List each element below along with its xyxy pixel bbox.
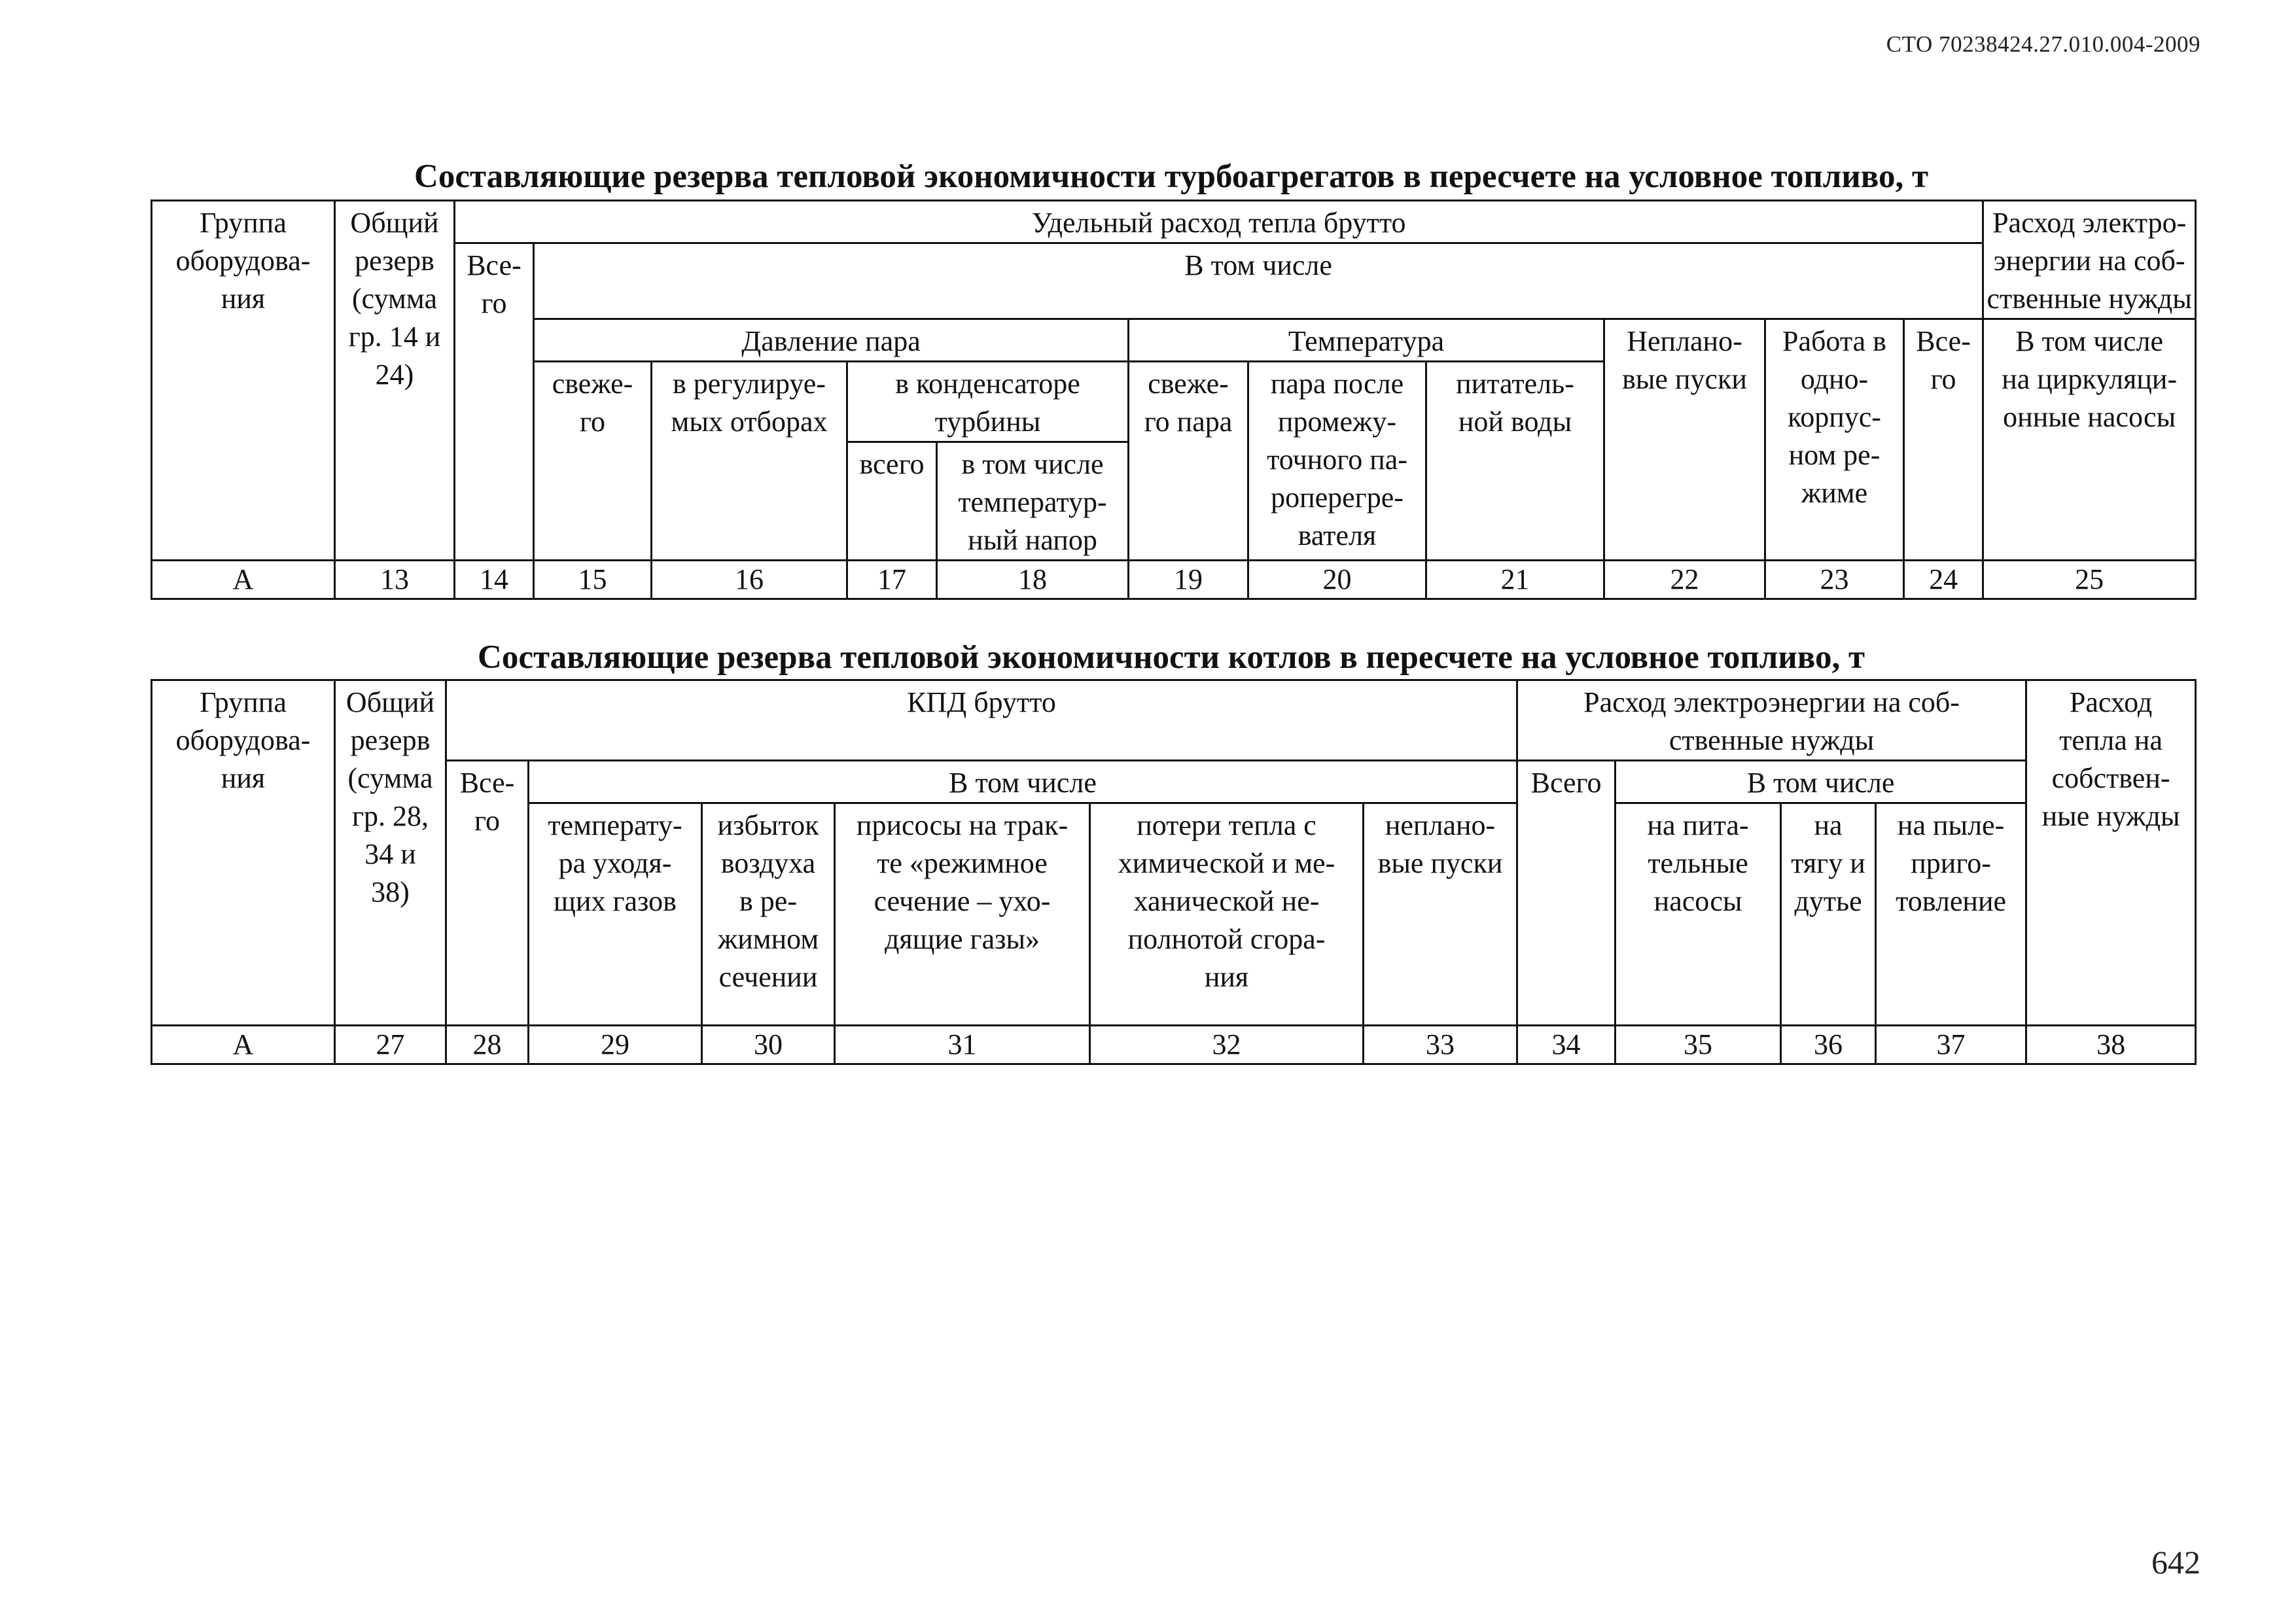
reheat-steam-temp-header: пара после промежу- точного па- роперегре- вателя [1248,362,1426,561]
combustion-losses-header: потери тепла с химической и ме- ханической не- полнотой сгора- ния [1090,803,1364,1026]
feed-pumps-header: на пита- тельные насосы [1616,803,1781,1026]
column-number: 28 [446,1026,529,1064]
dust-preparation-header: на пыле- приго- товление [1876,803,2026,1026]
condenser-total-header: всего [847,442,937,561]
page-number: 642 [2151,1544,2200,1580]
total-reserve-header: Общий резерв (сумма гр. 28, 34 и 38) [335,680,446,1026]
total-reserve-header: Общий резерв (сумма гр. 14 и 24) [335,201,455,561]
fresh-steam-pressure-header: свеже- го [534,362,652,561]
unplanned-starts-header: неплано- вые пуски [1364,803,1517,1026]
column-number: 32 [1090,1026,1364,1064]
including-header: В том числе [529,761,1517,803]
efficiency-total-header: Все- го [446,761,529,1026]
aux-power-header: Расход электро- энергии на соб- ственные нужды [1983,201,2196,319]
column-number: 27 [335,1026,446,1064]
turbine-reserve-table [150,200,2197,600]
unplanned-starts-header: Неплано- вые пуски [1604,319,1765,561]
column-number: 16 [652,561,847,599]
gross-heat-rate-header: Удельный расход тепла брутто [455,201,1983,243]
single-shell-header: Работа в одно- корпус- ном ре- жиме [1765,319,1904,561]
including-header: В том числе [534,243,1983,319]
condenser-header: в конденсаторе турбины [847,362,1129,442]
air-inleakage-header: присосы на трак- те «режимное сечение – ухо- дящие газы» [835,803,1090,1026]
column-number-row [152,561,2196,599]
circulation-pumps-header: В том числе на циркуляци- онные насосы [1983,319,2196,561]
excess-air-header: избыток воздуха в ре- жимном сечении [702,803,835,1026]
boiler-table-title: Составляющие резерва тепловой экономичности котлов в пересчете на условное топливо, т [477,639,1865,676]
gross-efficiency-header: КПД брутто [446,680,1517,761]
group-header: Группа оборудова- ния [152,201,335,561]
column-number: 20 [1248,561,1426,599]
temperature-header: Температура [1129,319,1604,362]
column-number: 23 [1765,561,1904,599]
column-number: 38 [2026,1026,2196,1064]
column-number: 21 [1426,561,1604,599]
column-number: 33 [1364,1026,1517,1064]
column-number: 15 [534,561,652,599]
flue-gas-temp-header: температу- ра уходя- щих газов [529,803,702,1026]
column-number: 18 [937,561,1129,599]
column-number: 31 [835,1026,1090,1064]
column-number: 29 [529,1026,702,1064]
column-number: 37 [1876,1026,2026,1064]
column-number: 24 [1904,561,1983,599]
column-number: 17 [847,561,937,599]
aux-total-header: Всего [1517,761,1616,1026]
aux-including-header: В том числе [1616,761,2026,803]
column-number: А [152,1026,335,1064]
draft-blast-header: на тягу и дутье [1781,803,1876,1026]
feed-water-temp-header: питатель- ной воды [1426,362,1604,561]
column-number: 25 [1983,561,2196,599]
column-number: 19 [1129,561,1248,599]
column-number: 34 [1517,1026,1616,1064]
column-number: 14 [455,561,534,599]
steam-pressure-header: Давление пара [534,319,1129,362]
column-number: А [152,561,335,599]
column-number: 30 [702,1026,835,1064]
aux-total-header: Все- го [1904,319,1983,561]
aux-power-header: Расход электроэнергии на соб- ственные нужды [1517,680,2026,761]
turbine-table-title: Составляющие резерва тепловой экономичности турбоагрегатов в пересчете на условное топливо, т [414,158,1929,195]
heat-rate-total-header: Все- го [455,243,534,561]
column-number: 22 [1604,561,1765,599]
column-number: 36 [1781,1026,1876,1064]
document-code: СТО 70238424.27.010.004-2009 [1886,31,2200,57]
regulated-extractions-header: в регулируе- мых отборах [652,362,847,561]
fresh-steam-temp-header: свеже- го пара [1129,362,1248,561]
condenser-temp-head-header: в том числе температур- ный напор [937,442,1129,561]
boiler-reserve-table [150,679,2197,1065]
column-number-row [152,1026,2196,1064]
column-number: 13 [335,561,455,599]
column-number: 35 [1616,1026,1781,1064]
group-header: Группа оборудова- ния [152,680,335,1026]
aux-heat-header: Расход тепла на собствен- ные нужды [2026,680,2196,1026]
